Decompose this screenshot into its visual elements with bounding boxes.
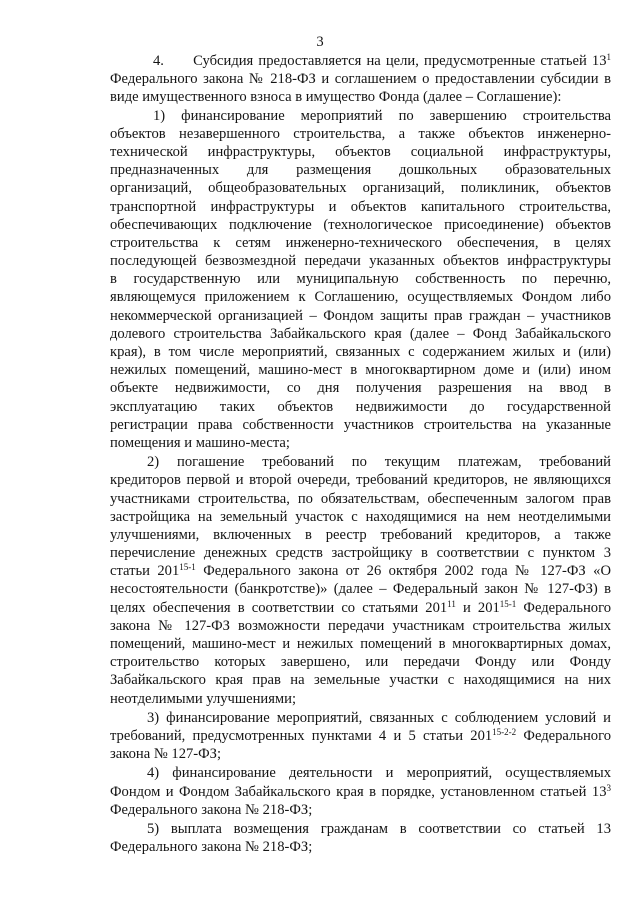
text-line: перечисление денежных средств застройщику в соответствии с пунктом 3 <box>110 545 611 562</box>
text-line: помещений, машино-мест и нежилых помещений в многоквартирных домах, <box>110 636 611 652</box>
text-line <box>110 52 611 70</box>
text-line: строительства к сетям инженерно-технического обеспечения, в целях <box>110 234 611 251</box>
text-line: улучшениями, включенных в реестр требований кредиторов, а также <box>110 526 611 543</box>
superscript: 15-1 <box>499 598 517 609</box>
text-line: 5) выплата возмещения гражданам в соответствии со статьей 13 <box>147 820 611 837</box>
superscript: 3 <box>606 782 611 793</box>
text-line: строительство которых завершено, или передачи Фонду или Фонду <box>110 654 611 671</box>
text-line <box>110 783 611 801</box>
text-line: участниками строительства, по обязательствам, обеспеченным залогом прав <box>110 490 611 507</box>
text-line: предназначенных для размещения дошкольных образовательных <box>110 162 611 179</box>
superscript: 15-2-2 <box>492 726 517 737</box>
text-line: Федерального закона № 218-ФЗ; <box>110 839 313 856</box>
text-line: технической инфраструктуры, объектов социальной инфраструктуры, <box>110 143 611 160</box>
text-line: Федерального закона № 218-ФЗ; <box>110 801 313 818</box>
text-line: 3) финансирование мероприятий, связанных с соблюдением условий и <box>147 709 611 726</box>
list-item-4 <box>110 764 611 819</box>
list-item-1 <box>110 107 611 453</box>
text-line: в государственную или муниципальную собственность по перечню, <box>110 271 611 288</box>
text-fragment: и 201 <box>455 599 500 616</box>
text-line <box>110 599 611 617</box>
text-line: помещения и машино-места; <box>110 434 290 451</box>
text-line: 4) финансирование деятельности и мероприятий, осуществляемых <box>147 765 611 782</box>
superscript: 11 <box>447 598 456 609</box>
text-fragment: Фондом и Фондом Забайкальского края в порядке, установленном статьей 13 <box>110 783 607 800</box>
text-line: несостоятельности (банкротстве)» (далее – Федеральный закон № 127-ФЗ) в <box>110 581 611 598</box>
list-item-2 <box>110 453 611 708</box>
text-line: долевого строительства Забайкальского края (далее – Фонд Забайкальского <box>110 325 611 342</box>
document-body <box>110 52 611 856</box>
text-line: 2) погашение требований по текущим платежам, требований <box>147 454 611 471</box>
text-line: Забайкальского края прав на земельные участки с находящимися на них <box>110 672 611 689</box>
text-line: Федерального закона № 218-ФЗ и соглашением о предоставлении субсидии в <box>110 71 611 88</box>
text-line: являющемуся приложением к Соглашению, осуществляемых Фондом либо <box>110 289 611 306</box>
text-line: нежилых помещений, машино-мест в многоквартирном доме и (или) ином <box>110 362 611 379</box>
text-line: некоммерческой организацией – Фондом защиты прав граждан – участников <box>110 307 611 324</box>
text-line: края), в том числе мероприятий, связанных с содержанием жилых и (или) <box>110 344 611 360</box>
text-line <box>110 727 611 745</box>
intro-paragraph <box>110 52 611 107</box>
text-fragment: требований, предусмотренных пунктами 4 и 5 статьи 201 <box>110 727 493 744</box>
text-line: неотделимыми улучшениями; <box>110 690 297 707</box>
text-line: организаций, общеобразовательных организаций, поликлиник, объектов <box>110 180 611 197</box>
text-line: последующей безвозмездной передачи указанных объектов инфраструктуры <box>110 253 611 270</box>
text-line <box>110 562 611 580</box>
text-fragment: Федерального закона от 26 октября 2002 года № 127-ФЗ «О <box>195 563 611 580</box>
text-line: транспортной инфраструктуры и объектов капитального строительства, <box>110 198 611 215</box>
text-line: закона № 127-ФЗ возможности передачи участникам строительства жилых <box>110 617 611 634</box>
page-number: 3 <box>316 34 324 50</box>
text-line: объектов незавершенного строительства, а также объектов инженерно- <box>110 125 611 142</box>
text-line: виде имущественного взноса в имущество Фонда (далее – Соглашение): <box>110 89 562 106</box>
text-line: застройщика на земельный участок с находящимися на нем неотделимыми <box>110 508 611 525</box>
text-fragment: статьи 201 <box>110 563 180 580</box>
text-line: регистрации права собственности участников строительства на указанные <box>110 416 611 433</box>
text-line: кредиторов первой и второй очереди, требований кредиторов, не являющихся <box>110 472 611 489</box>
text-line: объекте недвижимости, со дня получения разрешения на ввод в <box>110 380 611 397</box>
text-fragment: Федерального <box>516 599 612 616</box>
list-item-5 <box>110 820 611 856</box>
superscript: 1 <box>606 52 611 62</box>
text-fragment: целях обеспечения в соответствии со статьями 201 <box>110 599 448 616</box>
text-line: закона № 127-ФЗ; <box>110 746 222 763</box>
text-line: обеспечивающих подключение (технологическое присоединение) объектов <box>110 216 611 233</box>
text-fragment: 4. Субсидия предоставляется на цели, предусмотренные статьей 13 <box>153 53 607 69</box>
text-fragment: Федерального <box>516 727 611 744</box>
superscript: 15-1 <box>179 562 196 573</box>
text-line: эксплуатацию таких объектов недвижимости до государственной <box>110 398 611 415</box>
list-item-3 <box>110 709 611 764</box>
text-line: 1) финансирование мероприятий по завершению строительства <box>153 107 611 124</box>
